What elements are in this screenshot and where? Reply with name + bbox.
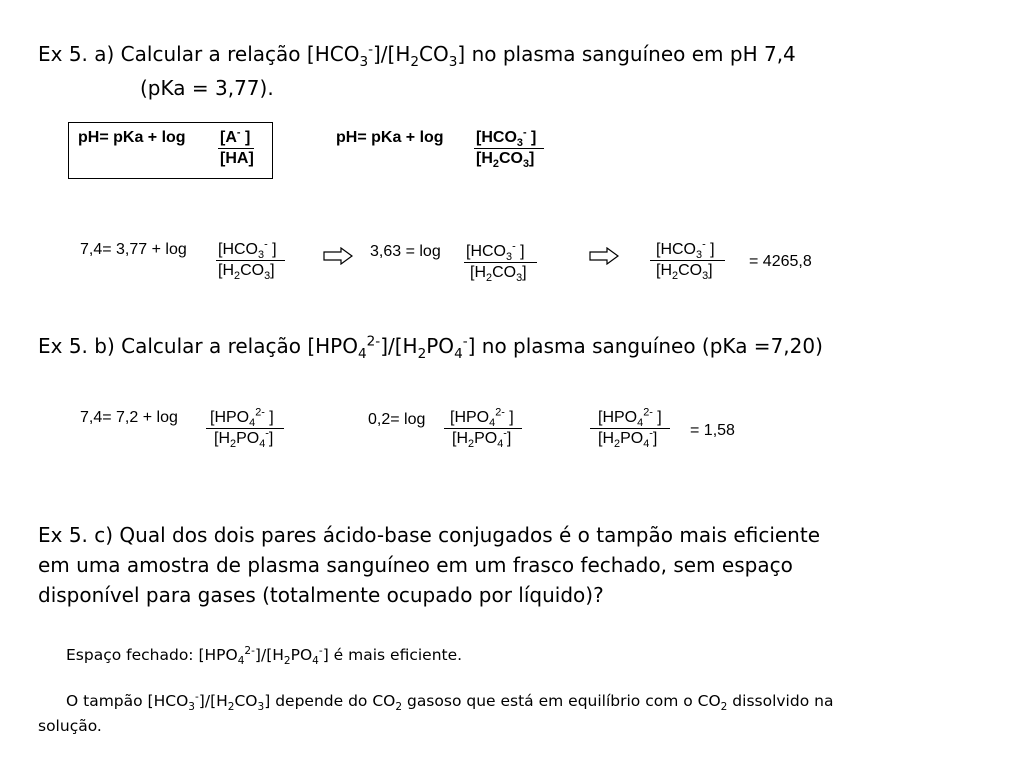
- calc-b-step2-fraction: [$HPO_4^{2-}$ ] $[H_2PO_4^-]$: [444, 408, 522, 449]
- answer-bicarbonate-line1: O tampão $[HCO_3^-]/[H_2CO_3]$ depende do $CO_2$ gasoso que está em equilíbrio com o $CO_2$ dissolvido na: [66, 690, 834, 714]
- calc-a-result: = 4265,8: [749, 253, 812, 270]
- implies-arrow-icon: [589, 247, 619, 265]
- calc-a-step2-fraction: [$HCO_3^-$ ] $[H_2CO_3]$: [464, 242, 537, 283]
- implies-arrow-icon: [323, 247, 353, 265]
- formula-bicarbonate-lhs: pH= pKa + log: [336, 129, 444, 146]
- ex5c-question-line1: Ex 5. c) Qual dos dois pares ácido-base conjugados é o tampão mais eficiente: [38, 523, 821, 547]
- formula-generic-fraction: $\frac{[A^- ]}{[HA]}$: [220, 126, 254, 167]
- calc-a-step3-fraction: [$HCO_3^-$ ] $[H_2CO_3]$: [650, 240, 725, 281]
- calc-b-step2-lhs: 0,2= log: [368, 411, 426, 428]
- calc-b-step1-fraction: [$HPO_4^{2-}$ ] $[H_2PO_4^-]$: [206, 408, 284, 449]
- calc-a-step2-lhs: 3,63 = log: [370, 243, 441, 260]
- calc-b-step3-fraction: [$HPO_4^{2-}$ ] $[H_2PO_4^-]$: [590, 408, 670, 449]
- ex5b-question: Ex 5. b) Calcular a relação $[HPO_4^{2-}]/[H_2PO_4^-]$ no plasma sanguíneo (pKa =7,20): [38, 333, 823, 362]
- ex5a-question-line2: (pKa = 3,77).: [140, 76, 274, 100]
- answer-bicarbonate-line2: solução.: [38, 717, 102, 735]
- calc-b-step1-lhs: 7,4= 7,2 + log: [80, 409, 178, 426]
- answer-closed-space: Espaço fechado: $[HPO_4^{2-}]/[H_2PO_4^-]$ é mais eficiente.: [66, 644, 463, 668]
- ex5a-question-line1: Ex 5. a) Calcular a relação $[HCO_3^-]/[H_2CO_3]$ no plasma sanguíneo em pH 7,4: [38, 41, 796, 70]
- calc-a-step1-fraction: [$HCO_3^-$ ] $[H_2CO_3]$: [216, 240, 285, 281]
- calc-b-result: = 1,58: [690, 422, 735, 439]
- ex5c-question-line2: em uma amostra de plasma sanguíneo em um frasco fechado, sem espaço: [38, 553, 793, 577]
- formula-bicarbonate-fraction: [$HCO_3^-$ ] $[H_2CO_3]$: [474, 128, 544, 169]
- calc-a-step1-lhs: 7,4= 3,77 + log: [80, 241, 187, 258]
- ex5c-question-line3: disponível para gases (totalmente ocupado por líquido)?: [38, 583, 604, 607]
- formula-generic-lhs: pH= pKa + log: [78, 129, 186, 146]
